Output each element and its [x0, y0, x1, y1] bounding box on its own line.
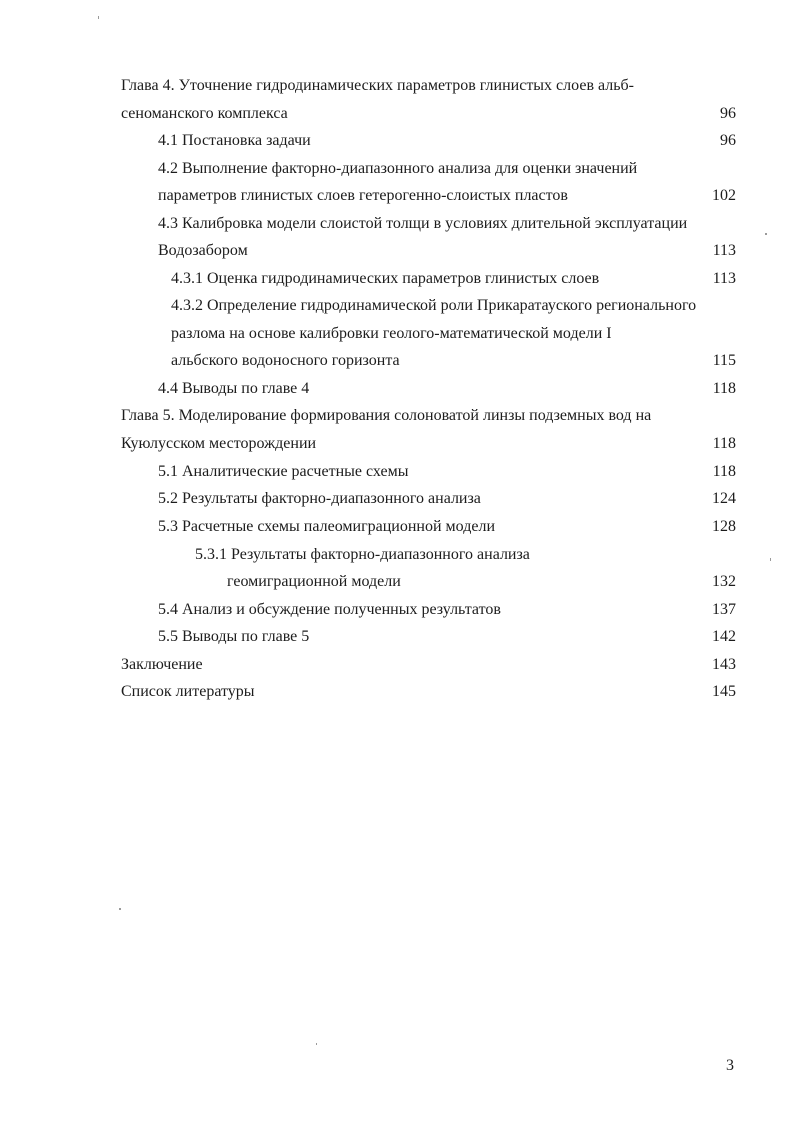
- toc-entry-page-number: 115: [712, 352, 736, 369]
- scan-speck: [765, 233, 767, 235]
- toc-entry-page-number: 96: [720, 105, 736, 122]
- scan-speck: [770, 558, 771, 561]
- toc-entry-title: 4.2 Выполнение факторно-диапазонного анализа для оценки значений: [158, 160, 638, 177]
- toc-entry-title: сеноманского комплекса: [121, 105, 288, 122]
- toc-entry-page-number: 132: [712, 573, 736, 590]
- toc-entry: [0, 156, 800, 182]
- toc-entry-page-number: 102: [712, 187, 736, 204]
- toc-entry-page-number: 113: [712, 242, 736, 259]
- toc-entry: [0, 211, 800, 237]
- toc-entry-page-number: 124: [712, 490, 736, 507]
- toc-entry: [0, 376, 800, 402]
- toc-entry: [0, 128, 800, 154]
- toc-entry-title: геомиграционной модели: [227, 573, 401, 590]
- toc-entry-title: Список литературы: [121, 683, 255, 700]
- scan-speck: [119, 908, 121, 910]
- toc-entry: [0, 101, 800, 127]
- toc-entry: [0, 486, 800, 512]
- toc-entry-title: 5.5 Выводы по главе 5: [158, 628, 310, 645]
- toc-entry-title: Заключение: [121, 656, 203, 673]
- toc-entry-page-number: 145: [712, 683, 736, 700]
- toc-entry-title: Куюлусском месторождении: [121, 435, 317, 452]
- toc-entry: [0, 183, 800, 209]
- toc-entry-page-number: 118: [712, 463, 736, 480]
- toc-entry: [0, 652, 800, 678]
- toc-entry-title: 5.3.1 Результаты факторно-диапазонного анализа: [195, 546, 530, 563]
- page-number: 3: [726, 1057, 734, 1074]
- toc-entry: [0, 321, 800, 347]
- toc-entry-title: альбского водоносного горизонта: [171, 352, 400, 369]
- toc-entry-title: 4.3 Калибровка модели слоистой толщи в условиях длительной эксплуатации: [158, 215, 688, 232]
- toc-entry: [0, 514, 800, 540]
- scan-speck: [316, 1043, 317, 1045]
- toc-entry: [0, 679, 800, 705]
- toc-entry: [0, 293, 800, 319]
- toc-entry-title: 5.2 Результаты факторно-диапазонного анализа: [158, 490, 481, 507]
- toc-entry: [0, 542, 800, 568]
- toc-entry-page-number: 143: [712, 656, 736, 673]
- toc-entry-title: Водозабором: [158, 242, 248, 259]
- toc-entry-title: разлома на основе калибровки геолого-математической модели I: [171, 325, 612, 342]
- toc-entry-title: Глава 4. Уточнение гидродинамических параметров глинистых слоев альб-: [121, 77, 634, 94]
- toc-entry: [0, 73, 800, 99]
- toc-entry: [0, 403, 800, 429]
- toc-entry: [0, 569, 800, 595]
- toc-entry-title: Глава 5. Моделирование формирования солоноватой линзы подземных вод на: [121, 407, 652, 424]
- toc-entry-page-number: 142: [712, 628, 736, 645]
- toc-entry-page-number: 118: [712, 380, 736, 397]
- toc-entry: [0, 459, 800, 485]
- toc-entry-title: 4.1 Постановка задачи: [158, 132, 311, 149]
- toc-entry-page-number: 96: [720, 132, 736, 149]
- toc-entry-page-number: 128: [712, 518, 736, 535]
- toc-entry: [0, 348, 800, 374]
- toc-entry-title: 5.4 Анализ и обсуждение полученных результатов: [158, 601, 501, 618]
- toc-entry-title: параметров глинистых слоев гетерогенно-слоистых пластов: [158, 187, 568, 204]
- toc-entry-page-number: 137: [712, 601, 736, 618]
- toc-entry-page-number: 118: [712, 435, 736, 452]
- toc-entry: [0, 624, 800, 650]
- toc-entry: [0, 238, 800, 264]
- toc-entry-title: 4.4 Выводы по главе 4: [158, 380, 310, 397]
- toc-entry-title: 5.1 Аналитические расчетные схемы: [158, 463, 409, 480]
- toc-entry-page-number: 113: [712, 270, 736, 287]
- scan-speck: [98, 16, 99, 19]
- toc-entry-title: 5.3 Расчетные схемы палеомиграционной модели: [158, 518, 496, 535]
- toc-entry-title: 4.3.2 Определение гидродинамической роли Прикаратауского регионального: [171, 297, 697, 314]
- toc-entry: [0, 431, 800, 457]
- toc-entry: [0, 597, 800, 623]
- toc-entry: [0, 266, 800, 292]
- toc-entry-title: 4.3.1 Оценка гидродинамических параметров глинистых слоев: [171, 270, 600, 287]
